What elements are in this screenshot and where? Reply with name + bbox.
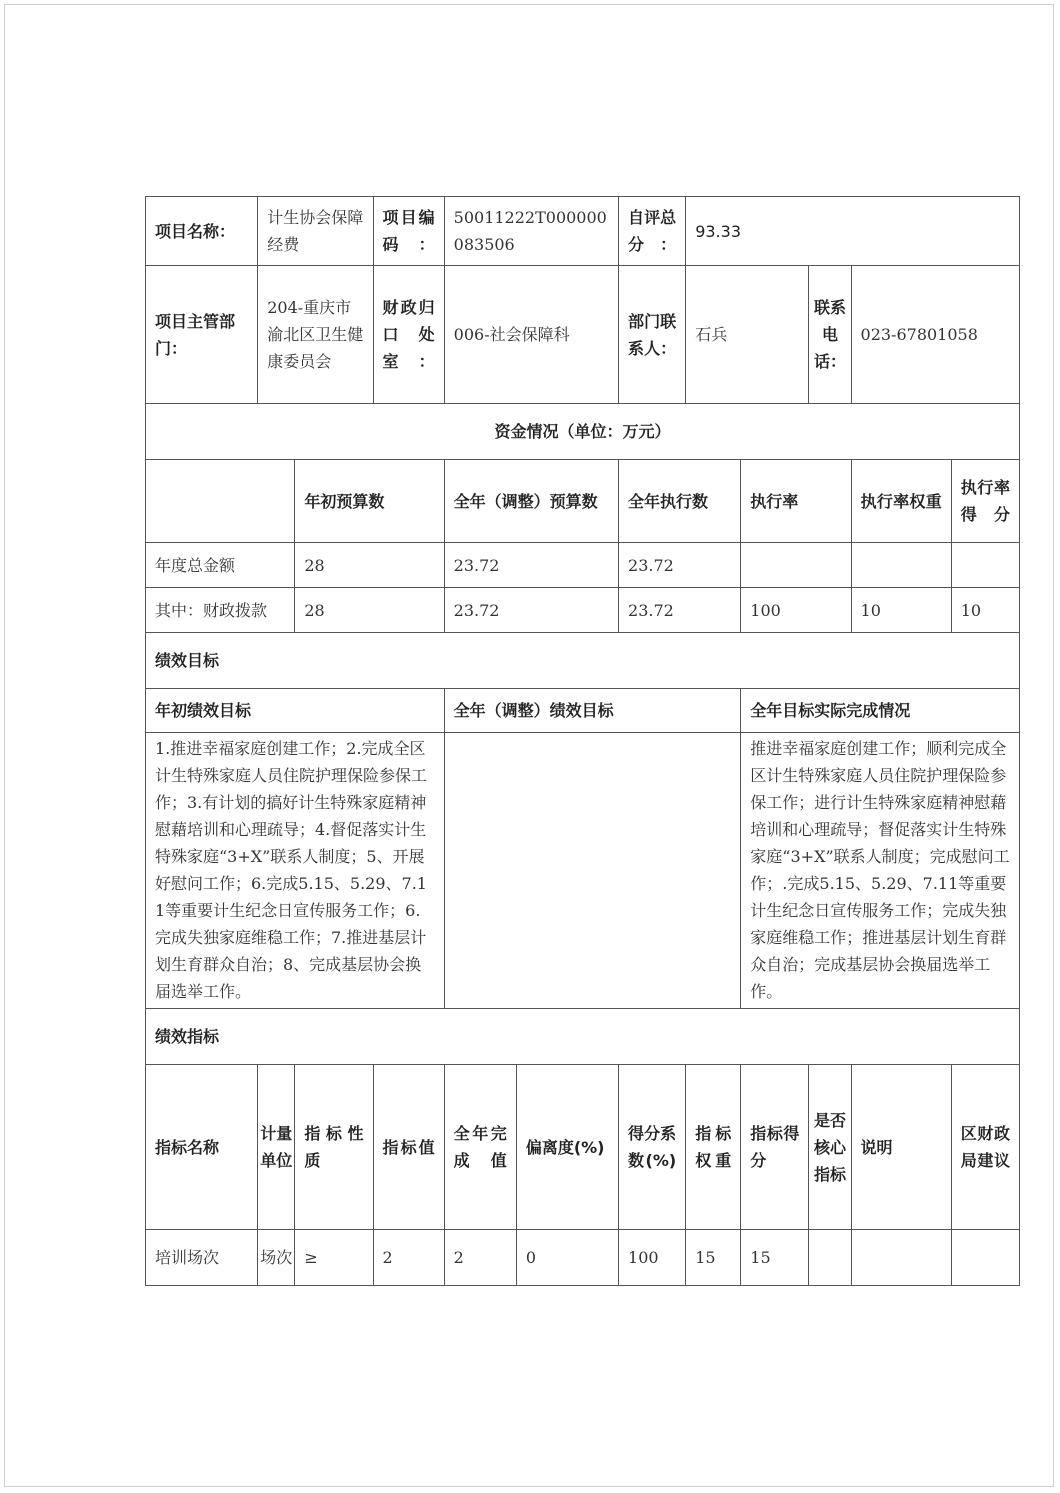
indicators-header-row <box>146 1065 1020 1230</box>
goals-actual-text: 推进幸福家庭创建工作；顺利完成全区计生特殊家庭人员住院护理保险参保工作；进行计生特殊家庭精神慰藉培训和心理疏导；督促落实计生特殊家庭“3+X”联系人制度；完成慰问工作；.完成5.15、5.29、7.11等重要计生纪念日宣传服务工作；完成失独家庭维稳工作；推进基层计划生育群众自治；完成基层协会换届选举工作。 <box>741 733 1020 1009</box>
ind-col-weight: 指标权重 <box>686 1065 741 1230</box>
funds-title: 资金情况（单位：万元） <box>146 404 1020 460</box>
goals-initial-text: 1.推进幸福家庭创建工作；2.完成全区计生特殊家庭人员住院护理保险参保工作；3.有计划的搞好计生特殊家庭精神慰藉培训和心理疏导；4.督促落实计生特殊家庭“3+X”联系人制度；5、开展好慰问工作；6.完成5.15、5.29、7.11等重要计生纪念日宣传服务工作；6.完成失独家庭维稳工作；7.推进基层计划生育群众自治；8、完成基层协会换届选举工作。 <box>146 733 445 1009</box>
self-score-label: 自评总分： <box>619 197 686 266</box>
funds-cell-label: 其中：财政拨款 <box>146 588 295 633</box>
ind-cell-note <box>851 1230 951 1286</box>
ind-cell-completed: 2 <box>444 1230 516 1286</box>
ind-cell-score: 15 <box>741 1230 809 1286</box>
self-score-value: 93.33 <box>686 197 1020 266</box>
funds-col-exec-rate: 执行率 <box>741 460 851 543</box>
phone-value: 023-67801058 <box>851 266 1019 404</box>
document-page <box>4 4 1054 1487</box>
project-name-label: 项目名称： <box>146 197 258 266</box>
funds-cell-adjusted-budget: 23.72 <box>444 543 618 588</box>
funds-col-rate-score: 执行率得分 <box>951 460 1019 543</box>
ind-col-score-coef: 得分系数(%) <box>619 1065 686 1230</box>
phone-label: 联系电话： <box>809 266 851 404</box>
header-row-2 <box>146 266 1020 404</box>
indicators-title: 绩效指标 <box>146 1009 1020 1065</box>
funds-cell-exec-rate <box>741 543 851 588</box>
indicator-row <box>146 1230 1020 1286</box>
funds-row <box>146 543 1020 588</box>
contact-value: 石兵 <box>686 266 809 404</box>
ind-col-note: 说明 <box>851 1065 951 1230</box>
project-name-value: 计生协会保障经费 <box>258 197 373 266</box>
funds-cell-executed: 23.72 <box>619 543 741 588</box>
dept-value: 204-重庆市渝北区卫生健康委员会 <box>258 266 373 404</box>
ind-cell-target: 2 <box>373 1230 444 1286</box>
goals-col-adjusted: 全年（调整）绩效目标 <box>444 689 741 733</box>
funds-cell-initial-budget: 28 <box>295 543 444 588</box>
funds-cell-rate-score: 10 <box>951 588 1019 633</box>
funds-title-row <box>146 404 1020 460</box>
ind-col-nature: 指标性质 <box>295 1065 373 1230</box>
goals-col-initial: 年初绩效目标 <box>146 689 445 733</box>
ind-col-name: 指标名称 <box>146 1065 258 1230</box>
goals-title: 绩效目标 <box>146 633 1020 689</box>
funds-col-blank <box>146 460 295 543</box>
finance-office-label: 财政归口处室： <box>373 266 444 404</box>
project-code-label: 项目编码： <box>373 197 444 266</box>
ind-cell-core <box>809 1230 851 1286</box>
ind-col-score: 指标得分 <box>741 1065 809 1230</box>
ind-cell-unit: 场次 <box>258 1230 295 1286</box>
ind-cell-deviation: 0 <box>516 1230 618 1286</box>
funds-col-initial-budget: 年初预算数 <box>295 460 444 543</box>
funds-cell-rate-weight: 10 <box>851 588 951 633</box>
funds-col-rate-weight: 执行率权重 <box>851 460 951 543</box>
ind-col-completed: 全年完成值 <box>444 1065 516 1230</box>
ind-cell-name: 培训场次 <box>146 1230 258 1286</box>
funds-row <box>146 588 1020 633</box>
project-code-value: 50011222T000000083506 <box>444 197 618 266</box>
ind-col-core: 是否核心指标 <box>809 1065 851 1230</box>
funds-col-adjusted-budget: 全年（调整）预算数 <box>444 460 618 543</box>
funds-header-row <box>146 460 1020 543</box>
dept-label: 项目主管部门： <box>146 266 258 404</box>
ind-col-deviation: 偏离度(%) <box>516 1065 618 1230</box>
funds-cell-exec-rate: 100 <box>741 588 851 633</box>
ind-cell-suggestion <box>951 1230 1019 1286</box>
funds-cell-label: 年度总金额 <box>146 543 295 588</box>
ind-col-unit: 计量单位 <box>258 1065 295 1230</box>
ind-col-suggestion: 区财政局建议 <box>951 1065 1019 1230</box>
goals-body-row <box>146 733 1020 1009</box>
ind-cell-score-coef: 100 <box>619 1230 686 1286</box>
indicators-title-row <box>146 1009 1020 1065</box>
funds-cell-initial-budget: 28 <box>295 588 444 633</box>
funds-cell-executed: 23.72 <box>619 588 741 633</box>
ind-cell-weight: 15 <box>686 1230 741 1286</box>
funds-col-executed: 全年执行数 <box>619 460 741 543</box>
finance-office-value: 006-社会保障科 <box>444 266 618 404</box>
goals-col-actual: 全年目标实际完成情况 <box>741 689 1020 733</box>
funds-cell-rate-score <box>951 543 1019 588</box>
goals-adjusted-text <box>444 733 741 1009</box>
contact-label: 部门联系人： <box>619 266 686 404</box>
header-row-1 <box>146 197 1020 266</box>
ind-cell-nature: ≥ <box>295 1230 373 1286</box>
goals-header-row <box>146 689 1020 733</box>
funds-cell-adjusted-budget: 23.72 <box>444 588 618 633</box>
goals-title-row <box>146 633 1020 689</box>
funds-cell-rate-weight <box>851 543 951 588</box>
performance-evaluation-table <box>145 196 1020 1286</box>
ind-col-target: 指标值 <box>373 1065 444 1230</box>
